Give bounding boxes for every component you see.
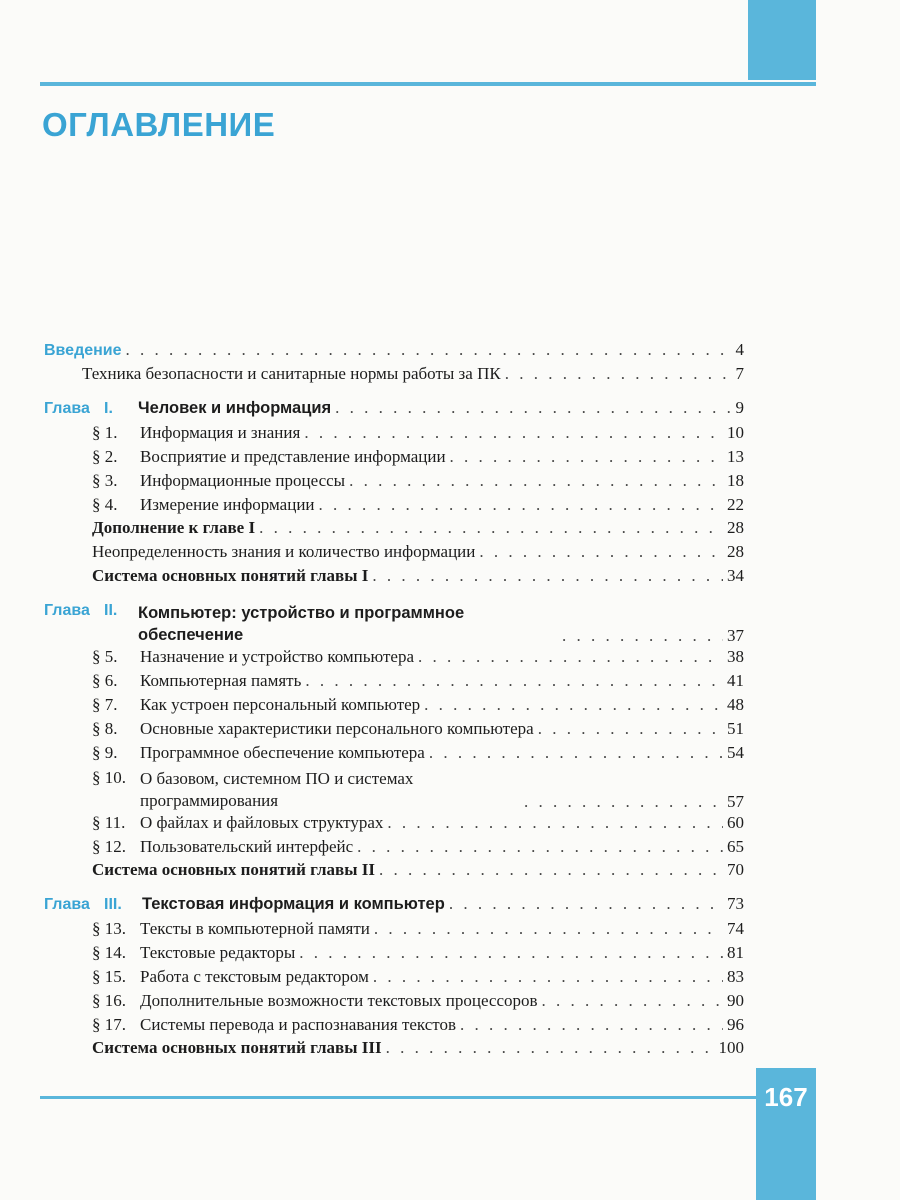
toc-section[interactable] [44,812,744,836]
section-title: Программное обеспечение компьютера [140,743,425,762]
section-title: Измерение информации [140,495,315,514]
page-ref: 34 [727,566,744,585]
toc-section[interactable] [44,446,744,470]
top-color-band [748,0,816,80]
table-of-contents [44,340,744,1062]
chapter-number: II. [104,602,118,619]
dot-leader [450,447,723,467]
page-ref: 73 [727,894,744,913]
page-ref: 18 [727,471,744,490]
section-mark: § 10. [92,768,126,787]
page-ref: 13 [727,447,744,466]
entry-title: Система основных понятий главы III [92,1038,382,1057]
section-title: Назначение и устройство компьютера [140,647,415,666]
page-ref: 57 [727,792,744,811]
page-ref: 60 [727,813,744,832]
entry-title: Неопределенность знания и количество информации [92,542,476,561]
toc-section[interactable] [44,766,744,812]
dot-leader [542,991,723,1011]
page-ref: 90 [727,991,744,1010]
section-mark: § 3. [92,471,118,490]
section-mark: § 13. [92,919,126,938]
toc-section[interactable] [44,836,744,860]
section-title: Восприятие и представление информации [140,447,446,466]
dot-leader [305,671,723,691]
dot-leader [373,967,723,987]
page-ref: 65 [727,837,744,856]
dot-leader [424,695,723,715]
section-mark: § 14. [92,943,126,962]
dot-leader [429,743,723,763]
chapter-title: Текстовая информация и компьютер [142,895,445,913]
dot-leader [126,340,732,360]
page-ref: 48 [727,695,744,714]
toc-section[interactable] [44,470,744,494]
top-divider [40,82,816,86]
page-ref: 54 [727,743,744,762]
dot-leader [357,837,723,857]
page-ref: 28 [727,518,744,537]
section-mark: § 7. [92,695,118,714]
section-title: Компьютерная память [140,671,302,690]
page-ref: 22 [727,495,744,514]
page-ref: 96 [727,1015,744,1034]
section-mark: § 15. [92,967,126,986]
section-title: Информация и знания [140,423,301,442]
dot-leader [479,542,723,562]
page-ref: 28 [727,542,744,561]
section-mark: § 2. [92,447,118,466]
dot-leader [538,719,723,739]
dot-leader [319,495,723,515]
toc-section[interactable] [44,694,744,718]
section-mark: § 9. [92,743,118,762]
entry-title: Дополнение к главе I [92,518,256,537]
dot-leader [299,943,723,963]
toc-section[interactable] [44,742,744,766]
toc-section[interactable] [44,1014,744,1038]
toc-section[interactable] [44,966,744,990]
page-ref: 70 [727,860,744,879]
dot-leader [335,398,731,418]
page-title: ОГЛАВЛЕНИЕ [42,106,276,143]
toc-chapter-3[interactable] [44,894,744,918]
page-ref: 81 [727,943,744,962]
entry-title: Система основных понятий главы I [92,566,369,585]
dot-leader [372,566,723,586]
toc-section[interactable] [44,918,744,942]
chapter-kicker: Глава [44,602,90,619]
toc-addendum[interactable] [44,518,744,542]
chapter-title: Человек и информация [138,399,332,417]
chapter-number: I. [104,400,113,417]
dot-leader [460,1015,723,1035]
dot-leader [386,1038,715,1058]
entry-title: Система основных понятий главы II [92,860,375,879]
chapter-kicker: Глава [44,896,90,913]
toc-section[interactable] [44,942,744,966]
section-title: Тексты в компьютерной памяти [140,919,370,938]
page-ref: 10 [727,423,744,442]
dot-leader [562,626,723,646]
toc-section[interactable] [44,670,744,694]
toc-section[interactable] [44,646,744,670]
toc-section[interactable] [44,718,744,742]
section-title: Текстовые редакторы [140,943,296,962]
page-ref: 51 [727,719,744,738]
dot-leader [387,813,723,833]
page-ref: 4 [735,340,744,359]
toc-summary[interactable] [44,1038,744,1062]
dot-leader [304,423,723,443]
toc-chapter-2[interactable] [44,600,744,646]
page-number: 167 [764,1082,808,1112]
section-mark: § 8. [92,719,118,738]
page-ref: 83 [727,967,744,986]
section-title: Дополнительные возможности текстовых процессоров [140,991,538,1010]
chapter-kicker: Глава [44,400,90,417]
dot-leader [449,894,723,914]
section-title: Как устроен персональный компьютер [140,695,421,714]
toc-section[interactable] [44,990,744,1014]
dot-leader [524,792,723,812]
page-ref: 100 [718,1038,744,1057]
toc-chapter-1[interactable] [44,398,744,422]
section-title: Основные характеристики персонального компьютера [140,719,534,738]
toc-summary[interactable] [44,860,744,884]
toc-section[interactable] [44,494,744,518]
section-title: Пользовательский интерфейс [140,837,354,856]
toc-summary[interactable] [44,566,744,590]
toc-section[interactable] [44,422,744,446]
section-mark: § 1. [92,423,118,442]
bottom-divider [40,1096,756,1099]
section-mark: § 11. [92,813,126,832]
dot-leader [259,518,723,538]
entry-title: Техника безопасности и санитарные нормы работы за ПК [82,364,501,383]
dot-leader [374,919,723,939]
page-ref: 37 [727,626,744,645]
section-mark: § 12. [92,837,126,856]
dot-leader [505,364,732,384]
section-title: Работа с текстовым редактором [140,967,369,986]
section-mark: § 6. [92,671,118,690]
page-ref: 74 [727,919,744,938]
chapter-number: III. [104,896,122,913]
dot-leader [349,471,723,491]
toc-entry-safety[interactable] [44,364,744,388]
section-mark: § 16. [92,991,126,1010]
section-mark: § 17. [92,1015,126,1034]
chapter-title: Компьютер: устройство и программное обеспечение [138,604,465,644]
toc-entry-intro[interactable] [44,340,744,364]
toc-entry[interactable] [44,542,744,566]
page-ref: 9 [735,398,744,417]
section-mark: § 4. [92,495,118,514]
page-ref: 41 [727,671,744,690]
dot-leader [379,860,723,880]
section-title: О базовом, системном ПО и системах программирования [140,769,414,810]
section-title: Системы перевода и распознавания текстов [140,1015,457,1034]
page-ref: 38 [727,647,744,666]
section-mark: § 5. [92,647,118,666]
dot-leader [418,647,723,667]
section-title: О файлах и файловых структурах [140,813,384,832]
intro-label: Введение [44,342,122,359]
section-title: Информационные процессы [140,471,346,490]
page-ref: 7 [735,364,744,383]
